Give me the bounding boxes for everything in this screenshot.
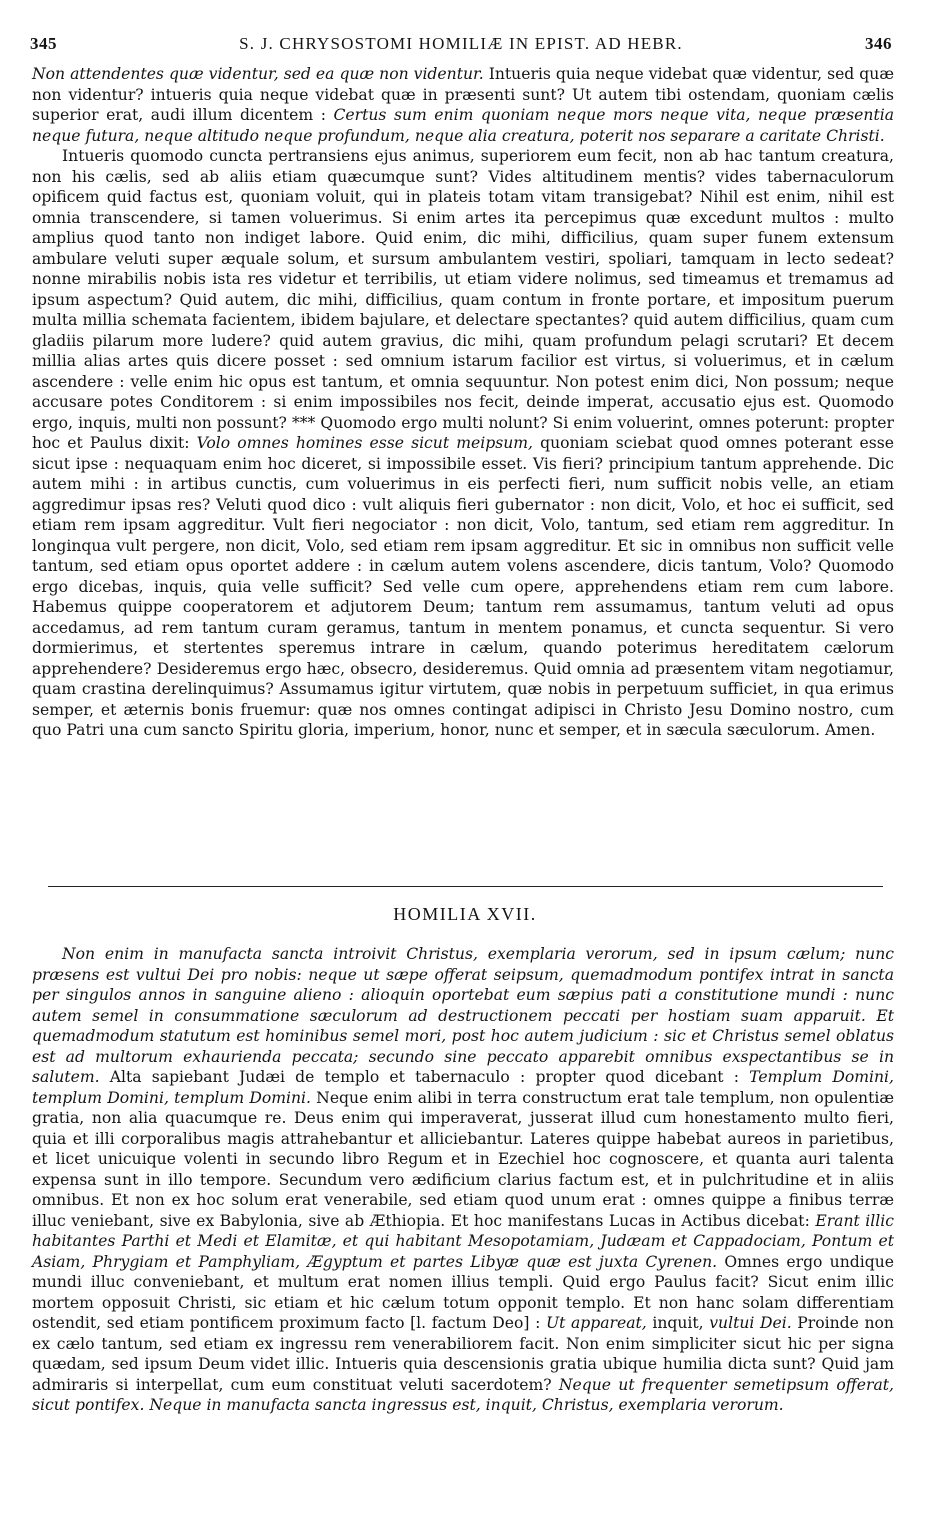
text-run: Intueris quia neque videbat quæ videntur, sed quæ non videntur? intueris quia neque videbat quæ in præsenti sunt? Ut autem tibi ostendam, quoniam cælis superior erat, audi illum dicentem : xyxy=(32,65,894,124)
italic-quote: Non attendentes quæ videntur, sed ea quæ non videntur. xyxy=(32,65,484,83)
paragraph xyxy=(32,944,894,1416)
italic-quote: Neque ut frequenter semetipsum offerat, sicut pontifex. Neque in manufacta sancta ingressus est, inquit, Christus, exemplaria verorum. xyxy=(32,1375,894,1414)
page-number-right: 346 xyxy=(865,34,892,53)
running-header xyxy=(30,34,892,58)
paragraph xyxy=(32,64,894,146)
text-run: Proinde non ex cælo tantum, sed etiam ex ingressu rem venerabiliorem facit. Non enim simpliciter sicut hic per signa quædam, sed ipsum Deum videt illic. Intueris quia descensionis gratia ubique humilia dicta sunt? Quid jam admiraris si interpellat, cum eum constituat veluti sacerdotem? xyxy=(32,1314,894,1394)
italic-quote: vultui Dei. xyxy=(709,1314,792,1332)
homily-text xyxy=(32,944,894,1416)
text-run: Intueris quomodo cuncta pertransiens ejus animus, superiorem eum fecit, non ab hac tantum creatura, non his cælis, sed ab aliis etiam quæcumque sunt? Vides altitudinem mentis? vides tabernaculorum opificem quid factus est, quoniam voluit, qui in plateis totam vitam transigebat? Nihil est enim, nihil est omnia transcendere, si tamen voluerimus. Si enim artes ita percepimus quæ excedunt multos : multo amplius quod tanto non indiget labore. Quid enim, dic mihi, difficilius, quam super funem extensum ambulare veluti super æquale solum, et sursum ambulantem vestiri, spoliari, tamquam in lecto sedeat? nonne mirabilis nobis ista res videtur et terribilis, ut etiam videre nolimus, sed timeamus et tremamus ad ipsum aspectum? Quid autem, dic mihi, difficilius, quam contum in fronte portare, et impositum puerum multa millia schemata facientem, ibidem bajulare, et delectare spectantes? quid autem difficilius, quam cum gladiis pilarum more ludere? quid autem gravius, dic mihi, quam profundum pelagi scrutari? Et decem millia alias artes quis dicere posset : sed omnium istarum facilior est virtus, si voluerimus, et in cælum ascendere : velle enim hic opus est tantum, et omnia sequuntur. Non potest enim dici, Non possum; neque accusare potes Conditorem : si enim impossibiles nos fecit, deinde imperat, accusatio ejus est. Quomodo ergo, inquis, multi non possunt? *** Quomodo ergo multi nolunt? Si enim voluerint, omnes poterunt: propter hoc et Paulus dixit: xyxy=(32,147,894,452)
italic-quote: Templum Domini, templum Domini, templum Domini. xyxy=(32,1068,894,1107)
text-run: Omnes ergo undique mundi illuc conveniebant, et multum erat nomen illius templi. Quid ergo Paulus facit? Sicut enim illic mortem opposuit Christi, sic etiam et hic cælum totum opponit templo. Et non hanc solam differentiam ostendit, sed etiam pontificem proximum facto [l. factum Deo] : xyxy=(32,1252,894,1332)
paragraph xyxy=(32,146,894,741)
italic-quote: Ut appareat, xyxy=(545,1314,647,1332)
text-run: Alta sapiebant Judæi de templo et tabernaculo : propter quod dicebant : xyxy=(99,1068,750,1086)
text-run: Neque enim alibi in terra constructum erat tale templum, non opulentiæ gratia, non alia quacumque re. Deus enim qui imperaverat, jusserat illud cum honestamento multo fieri, quia et illi corporalibus magis attrahebantur et alliciebantur. Lateres quippe habebat aureos in parietibus, et licet unicuique volenti in secundo libro Regum et in Ezechiel hoc cognoscere, et quanta auri talenta expensa sunt in illo tempore. Secundum vero ædificium clarius factum est, et in pulchritudine et in aliis omnibus. Et non ex hoc solum erat venerabile, sed etiam quod unum erat : omnes quippe a finibus terræ illuc veniebant, sive ex Babylonia, sive ab Æthiopia. Et hoc manifestans Lucas in Actibus dicebat: xyxy=(32,1088,894,1230)
homily-heading: HOMILIA XVII. xyxy=(393,904,537,924)
section-divider xyxy=(48,886,883,887)
text-run: inquit, xyxy=(646,1314,710,1332)
scripture-lemma: Non enim in manufacta sancta introivit Christus, exemplaria verorum, sed in ipsum cælum; nunc præsens est vultui Dei pro nobis: neque ut sæpe offerat seipsum, quemadmodum pontifex intrat in sancta per singulos annos in sanguine alieno : alioquin oportebat eum sæpius pati a constitutione mundi : nunc autem semel in consummatione sæculorum ad destructionem peccati per hostiam suam apparuit. Et quemadmodum statutum est hominibus semel mori, post hoc autem judicium : sic et Christus semel oblatus est ad multorum exhaurienda peccata; secundo sine peccato apparebit omnibus exspectantibus se in salutem. xyxy=(32,945,894,1086)
italic-quote: Certus sum enim quoniam neque mors neque vita, neque præsentia neque futura, neque altitudo neque profundum, neque alia creatura, poterit nos separare a caritate Christi. xyxy=(32,106,894,145)
italic-quote: Volo omnes homines esse sicut meipsum, xyxy=(196,434,533,452)
italic-quote: Erant illic habitantes Parthi et Medi et Elamitæ, et qui habitant Mesopotamiam, Judæam et Cappadociam, Pontum et Asiam, Phrygiam et Pamphyliam, Ægyptum et partes Libyæ quæ est juxta Cyrenen. xyxy=(32,1211,894,1271)
text-run: quoniam sciebat quod omnes poterant esse sicut ipse : nequaquam enim hoc diceret, si impossibile esset. Vis fieri? principium tantum apprehende. Dic autem mihi : in artibus cunctis, cum voluerimus in eis perfecti fieri, num sufficit nobis velle, an etiam aggredimur ipsas res? Veluti quod dico : vult aliquis fieri gubernator : non dicit, Volo, et hoc ei sufficit, sed etiam rem ipsam aggreditur. Vult fieri negociator : non dicit, Volo, tantum, sed etiam rem aggreditur. In longinqua vult pergere, non dicit, Volo, sed etiam rem ipsam aggreditur. Et sic in omnibus non sufficit velle tantum, sed etiam opus oportet addere : in cælum autem volens ascendere, dicis tantum, Volo? Quomodo ergo dicebas, inquis, quia velle sufficit? Sed velle cum opere, apprehendens etiam rem cum labore. Habemus quippe cooperatorem et adjutorem Deum; tantum rem assumamus, tantum veluti ad opus accedamus, ad rem tantum curam geramus, tantum in mentem ponamus, et cuncta sequentur. Si vero dormierimus, et stertentes speremus intrare in cælum, quando poterimus hereditatem cælorum apprehendere? Desideremus ergo hæc, obsecro, desideremus. Quid omnia ad præsentem vitam negotiamur, quam crastina derelinquimus? Assumamus igitur virtutem, quæ nobis in perpetuum sufficiet, in qua erimus semper, et æternis bonis fruemur: quæ nos omnes contingat adipisci in Christo Jesu Domino nostro, cum quo Patri una cum sancto Spiritu gloria, imperium, honor, nunc et semper, et in sæcula sæculorum. Amen. xyxy=(32,434,894,739)
page-number-left: 345 xyxy=(30,34,57,53)
continuation-text xyxy=(32,64,894,741)
running-title: S. J. CHRYSOSTOMI HOMILIÆ IN EPIST. AD HEBR. xyxy=(239,34,683,53)
